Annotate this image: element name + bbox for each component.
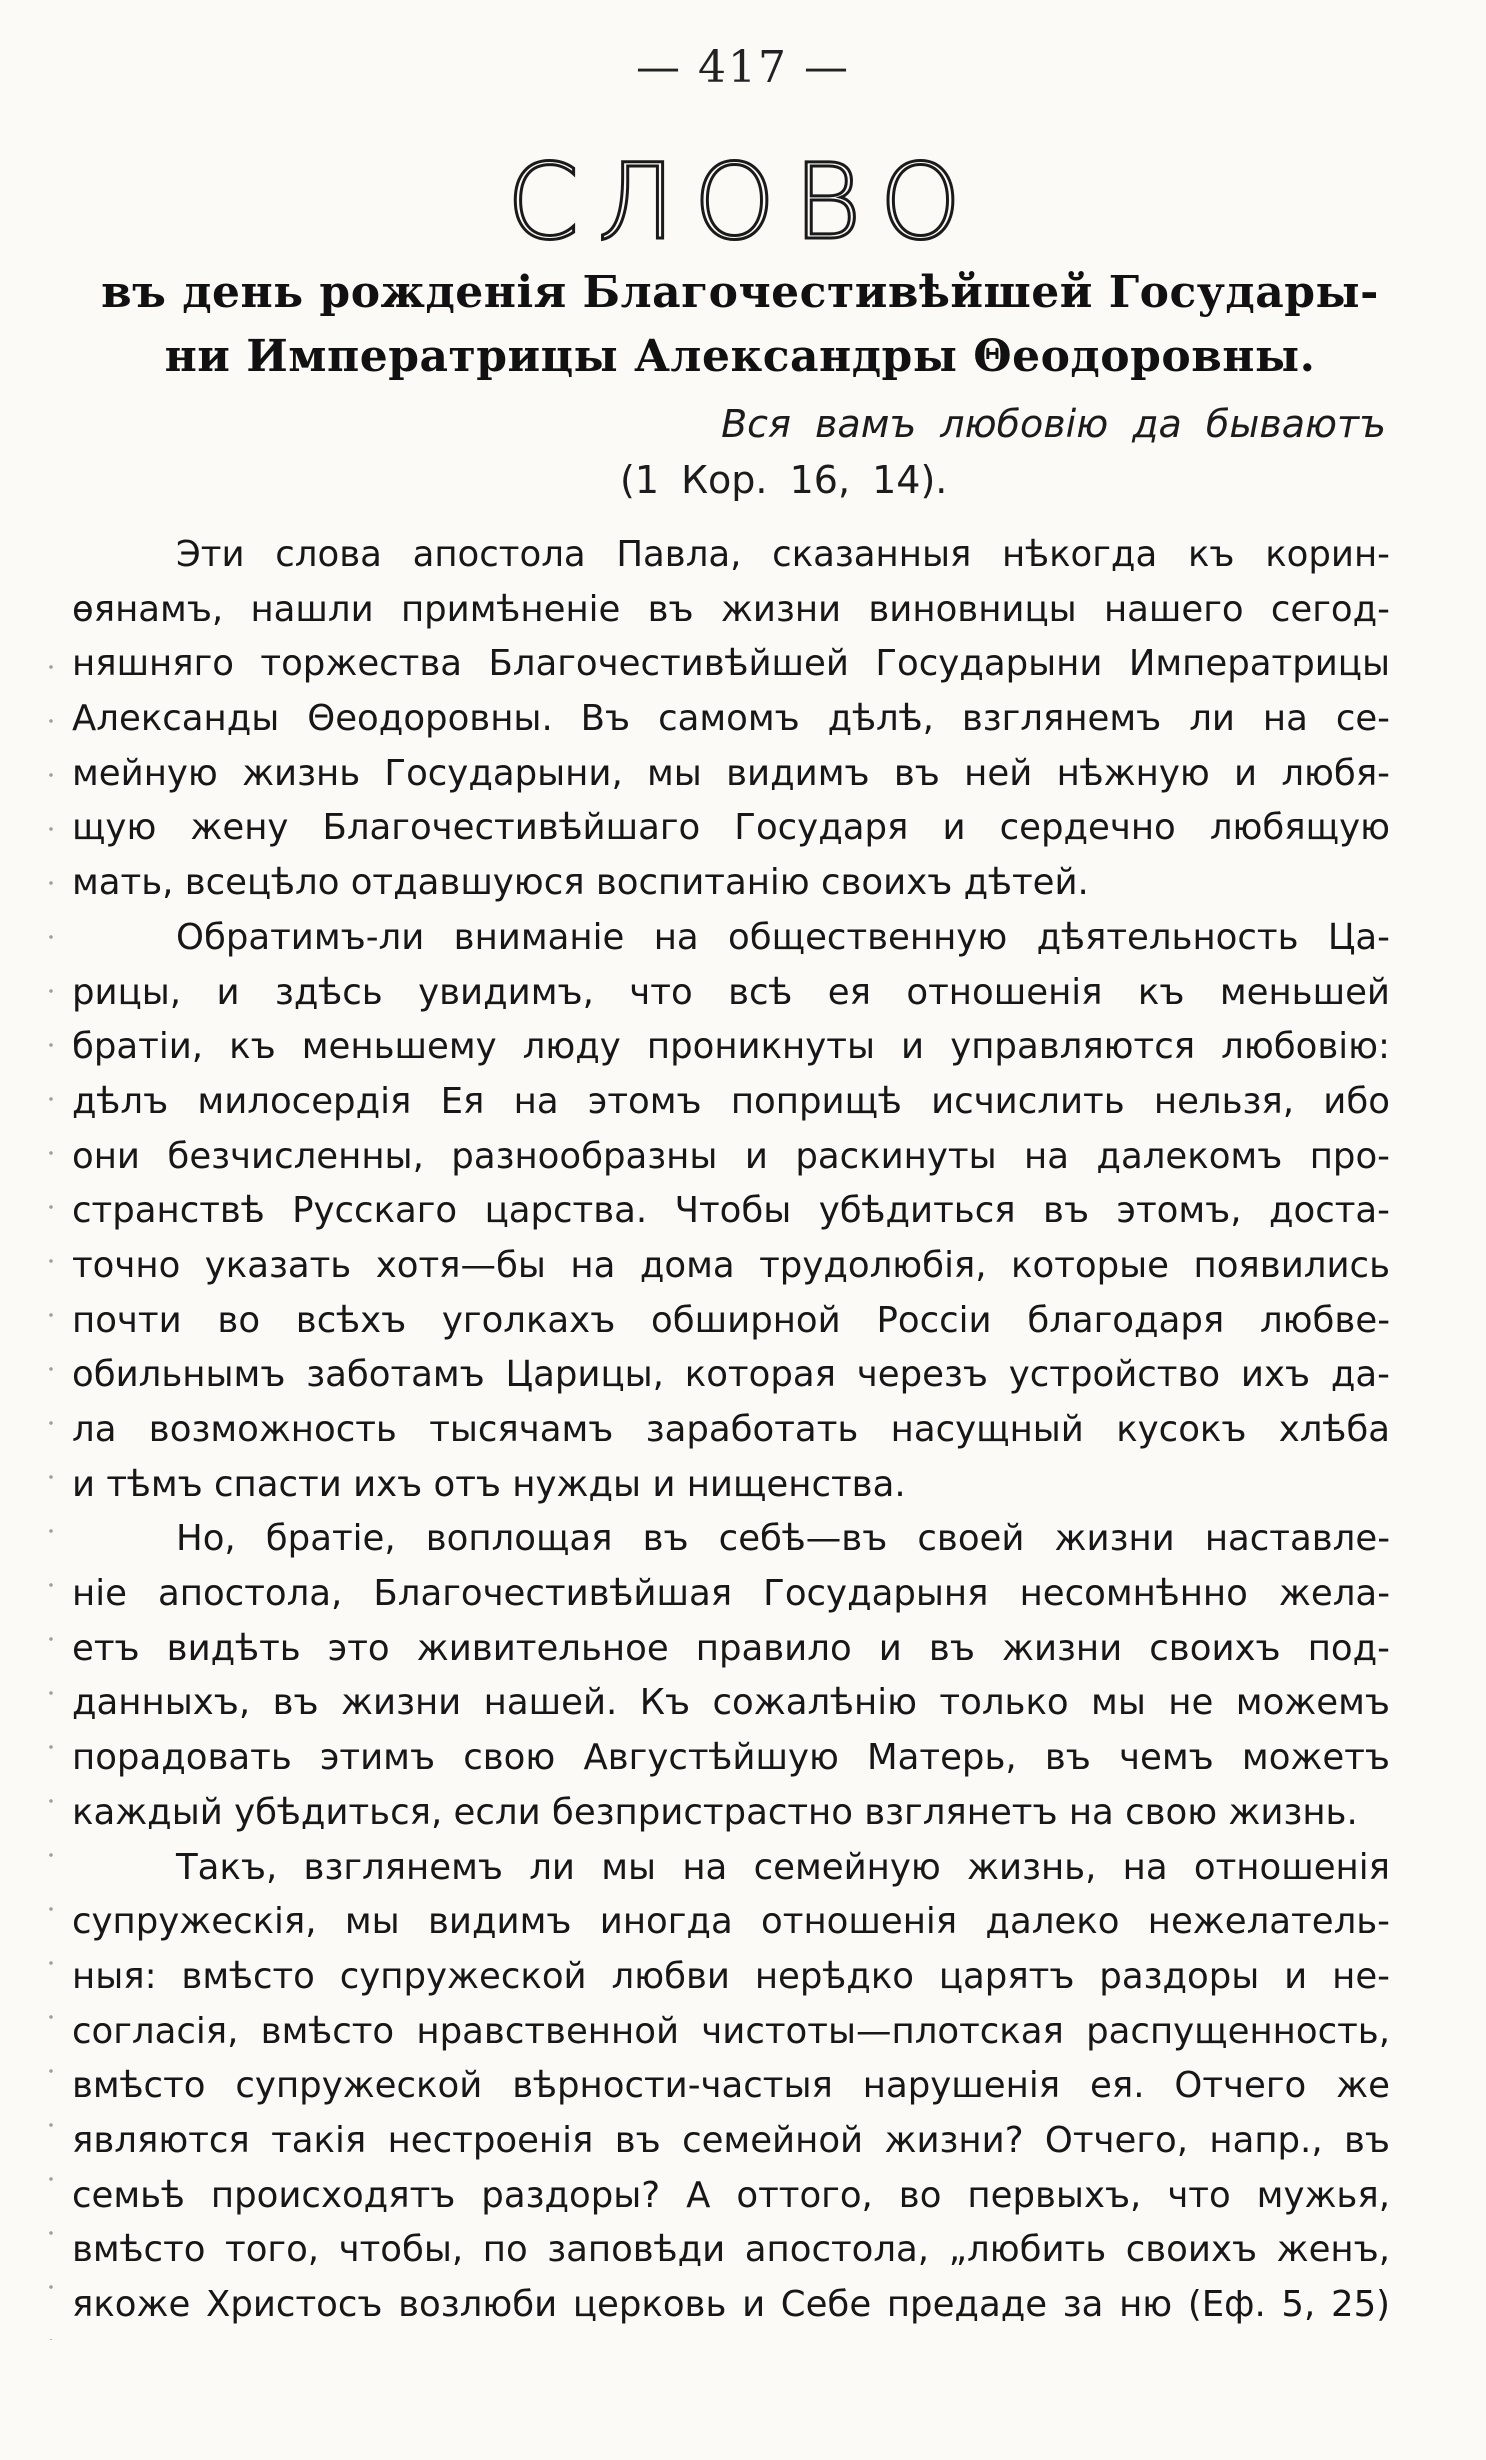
text-line: мать, всецѣло отдавшуюся воспитанію своихъ дѣтей. <box>72 862 1089 904</box>
text-line: семьѣ происходятъ раздоры? А оттого, во первыхъ, что мужья, <box>72 2174 1390 2216</box>
subtitle-line-1: въ день рожденія Благочестивѣйшей Государы- <box>101 267 1379 318</box>
text-line: Эти слова апостола Павла, сказанныя нѣкогда къ корин- <box>176 534 1390 575</box>
text-line: данныхъ, въ жизни нашей. Къ сожалѣнію только мы не можемъ <box>72 1682 1390 1724</box>
text-line: няшняго торжества Благочестивѣйшей Государыни Императрицы <box>72 643 1390 685</box>
page-number: — 417 — <box>636 42 850 93</box>
text-line: обильнымъ заботамъ Царицы, которая черезъ устройство ихъ да- <box>72 1354 1390 1396</box>
text-line: точно указать хотя—бы на дома трудолюбія, которые появились <box>72 1244 1390 1286</box>
text-line: странствѣ Русскаго царства. Чтобы убѣдиться въ этомъ, доста- <box>72 1190 1390 1232</box>
text-line: рицы, и здѣсь увидимъ, что всѣ ея отношенія къ меньшей <box>72 971 1390 1013</box>
paragraph <box>72 911 1390 1513</box>
text-line: каждый убѣдиться, если безпристрастно взглянетъ на свою жизнь. <box>72 1791 1358 1833</box>
sermon-title: СЛОВО <box>506 141 980 263</box>
text-line: якоже Христосъ возлюби церковь и Себе предаде за ню (Еф. 5, 25) <box>72 2284 1390 2325</box>
text-line: вмѣсто супружеской вѣрности-частыя нарушенія ея. Отчего же <box>72 2065 1390 2107</box>
paragraph <box>72 1841 1390 2333</box>
subtitle-line-2: ни Императрицы Александры Θеодоровны. <box>164 331 1316 382</box>
text-line: ніе апостола, Благочестивѣйшая Государыня несомнѣнно жела- <box>72 1573 1390 1615</box>
margin-dots-decoration <box>36 640 66 2340</box>
text-line: и тѣмъ спасти ихъ отъ нужды и нищенства. <box>72 1463 906 1505</box>
text-line: супружескія, мы видимъ иногда отношенія далеко нежелатель- <box>72 1901 1390 1943</box>
text-line: ѳянамъ, нашли примѣненіе въ жизни виновницы нашего сегод- <box>72 588 1390 630</box>
epigraph-text: Вся вамъ любовію да бываютъ <box>721 402 1386 446</box>
text-line: порадовать этимъ свою Августѣйшую Матерь, въ чемъ можетъ <box>72 1737 1390 1779</box>
text-line: щую жену Благочестивѣйшаго Государя и сердечно любящую <box>72 807 1390 849</box>
epigraph-reference: (1 Кор. 16, 14). <box>620 458 948 502</box>
paragraph <box>72 528 1390 911</box>
text-line: Александы Θеодоровны. Въ самомъ дѣлѣ, взглянемъ ли на се- <box>72 698 1390 740</box>
text-line: согласія, вмѣсто нравственной чистоты—плотская распущенность, <box>72 2010 1390 2052</box>
text-line: вмѣсто того, чтобы, по заповѣди апостола, „любить своихъ женъ, <box>72 2229 1390 2271</box>
text-line: Такъ, взглянемъ ли мы на семейную жизнь, на отношенія <box>176 1846 1390 1888</box>
text-line: братіи, къ меньшему люду проникнуты и управляются любовію: <box>72 1026 1390 1068</box>
paragraph <box>72 1512 1390 1840</box>
text-line: етъ видѣть это живительное правило и въ жизни своихъ под- <box>72 1627 1390 1669</box>
text-line: они безчисленны, разнообразны и раскинуты на далекомъ про- <box>72 1135 1390 1177</box>
text-line: являются такія нестроенія въ семейной жизни? Отчего, напр., въ <box>72 2119 1390 2161</box>
text-line: Обратимъ-ли вниманіе на общественную дѣятельность Ца- <box>176 916 1390 958</box>
text-line: почти во всѣхъ уголкахъ обширной Россіи благодаря любве- <box>72 1299 1390 1341</box>
body-text <box>72 528 1390 2333</box>
text-line: мейную жизнь Государыни, мы видимъ въ ней нѣжную и любя- <box>72 752 1390 794</box>
text-line: дѣлъ милосердія Ея на этомъ поприщѣ исчислить нельзя, ибо <box>72 1080 1390 1122</box>
text-line: ла возможность тысячамъ заработать насущный кусокъ хлѣба <box>72 1409 1390 1450</box>
text-line: ныя: вмѣсто супружеской любви нерѣдко царятъ раздоры и не- <box>72 1955 1390 1997</box>
text-line: Но, братіе, воплощая въ себѣ—въ своей жизни наставле- <box>176 1518 1390 1560</box>
